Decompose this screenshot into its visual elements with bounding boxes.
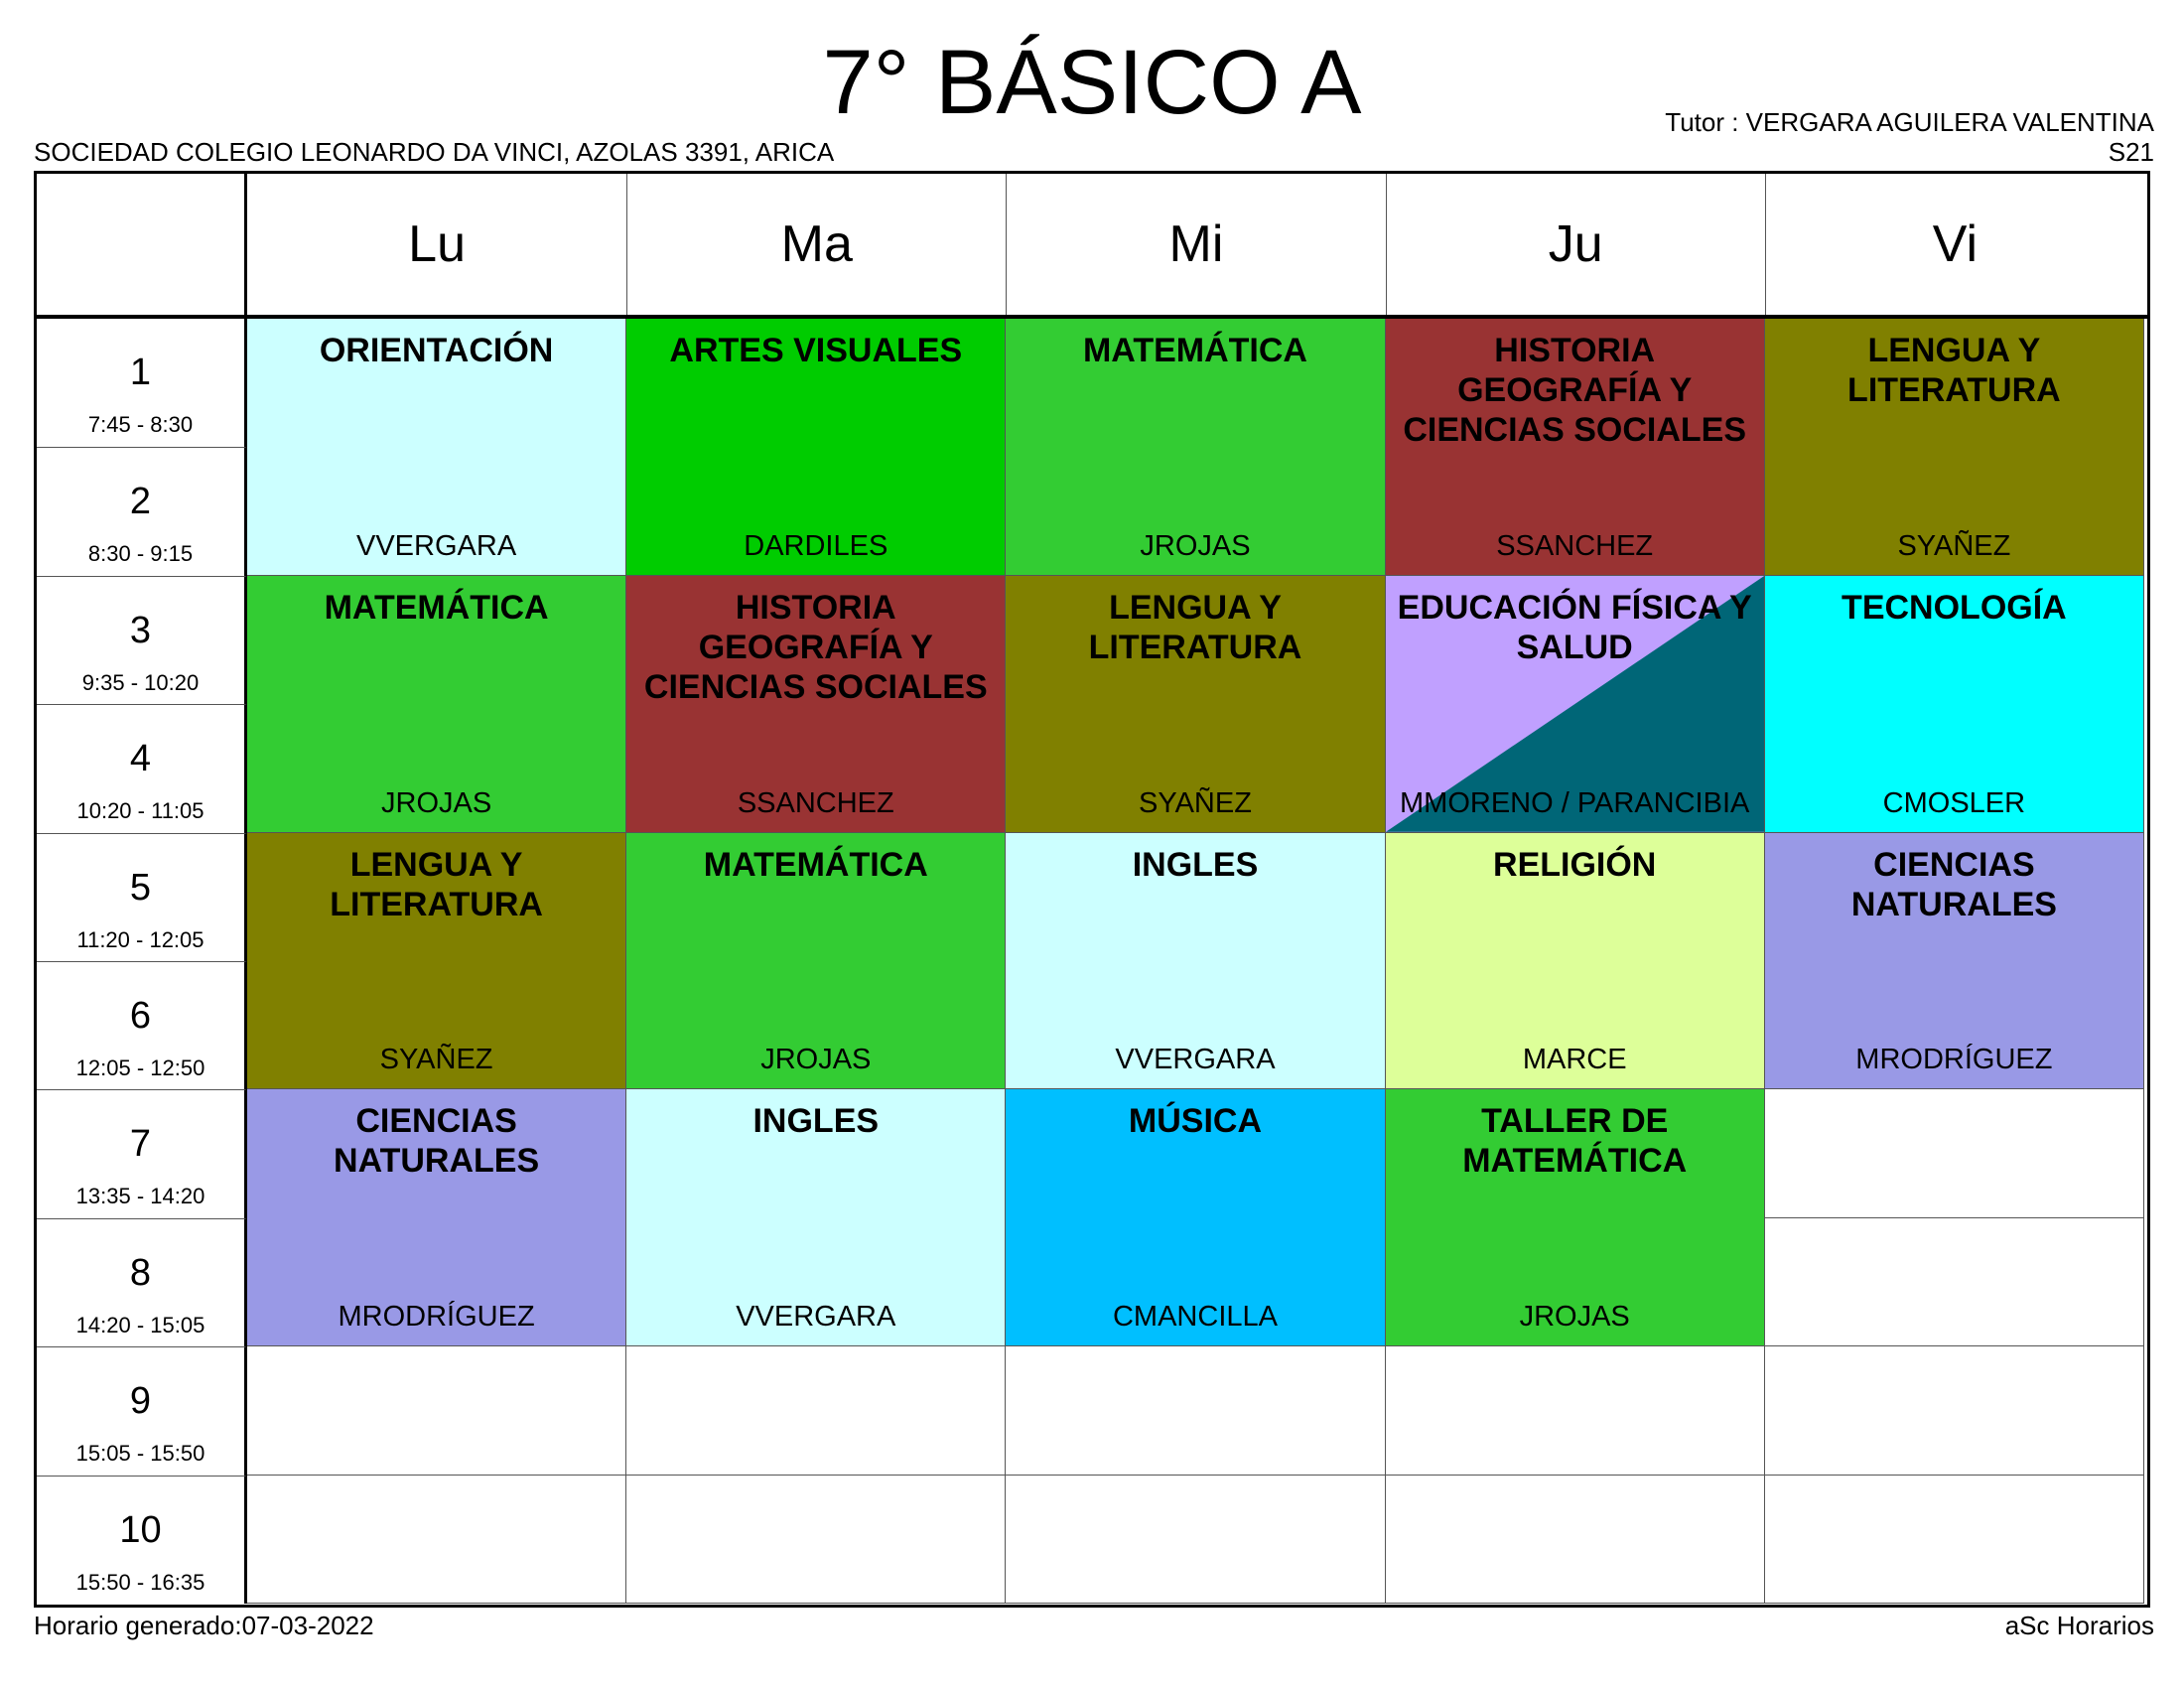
period-number: 8: [129, 1251, 152, 1294]
lesson-teacher: JROJAS: [381, 786, 492, 819]
period-row-header: [37, 1089, 247, 1217]
empty-slot: [247, 1476, 626, 1604]
period-number: 6: [129, 995, 152, 1037]
lesson-teacher: DARDILES: [744, 529, 888, 562]
lesson-subject: EDUCACIÓN FÍSICA Y SALUD: [1397, 588, 1752, 666]
empty-slot: [1765, 1346, 2144, 1475]
period-row-header: [37, 1476, 247, 1604]
room-label: S21: [2108, 137, 2154, 167]
lesson-cell[interactable]: [626, 576, 1006, 833]
lesson-teacher: SYAÑEZ: [1139, 786, 1252, 819]
period-row-header: [37, 704, 247, 832]
lesson-subject: ORIENTACIÓN: [319, 332, 554, 369]
lesson-subject: TALLER DE MATEMÁTICA: [1462, 1102, 1688, 1181]
period-time: 9:35 - 10:20: [81, 669, 200, 695]
school-name: SOCIEDAD COLEGIO LEONARDO DA VINCI, AZOLAS 3391, ARICA: [34, 137, 835, 167]
lesson-teacher: JROJAS: [760, 1044, 872, 1076]
lesson-cell[interactable]: [1006, 319, 1385, 576]
empty-slot: [626, 1476, 1006, 1604]
lesson-teacher: VVERGARA: [1115, 1044, 1276, 1076]
corner-cell: [37, 174, 247, 315]
empty-slot: [1765, 1089, 2144, 1217]
lesson-subject: RELIGIÓN: [1493, 845, 1657, 884]
lesson-cell[interactable]: [1765, 319, 2144, 576]
lesson-teacher: SSANCHEZ: [1496, 529, 1654, 562]
period-time: 10:20 - 11:05: [76, 798, 205, 824]
period-row-header: [37, 833, 247, 961]
period-time: 11:20 - 12:05: [76, 926, 205, 952]
period-row-header: [37, 447, 247, 575]
lesson-subject: HISTORIA GEOGRAFÍA Y CIENCIAS SOCIALES: [643, 588, 988, 706]
day-header-ju: Ju: [1386, 174, 1765, 315]
lesson-teacher: CMOSLER: [1882, 786, 2026, 819]
lesson-cell[interactable]: [247, 319, 626, 576]
lesson-teacher: VVERGARA: [736, 1301, 896, 1334]
lesson-cell[interactable]: [1006, 833, 1385, 1090]
empty-slot: [247, 1346, 626, 1475]
lesson-cell[interactable]: [247, 833, 626, 1090]
lesson-teacher: MRODRÍGUEZ: [1855, 1044, 2053, 1076]
lesson-cell[interactable]: [626, 1089, 1006, 1346]
lesson-cell[interactable]: [1006, 576, 1385, 833]
period-number: 4: [129, 738, 152, 780]
period-number: 5: [129, 866, 152, 909]
day-header-mi: Mi: [1006, 174, 1385, 315]
lesson-subject: HISTORIA GEOGRAFÍA Y CIENCIAS SOCIALES: [1403, 332, 1747, 449]
lesson-teacher: SYAÑEZ: [379, 1044, 493, 1076]
lesson-subject: MATEMÁTICA: [703, 845, 928, 884]
period-time: 7:45 - 8:30: [87, 412, 194, 437]
lesson-subject: LENGUA Y LITERATURA: [1847, 332, 2061, 409]
lesson-cell[interactable]: [626, 833, 1006, 1090]
day-header-lu: Lu: [408, 215, 467, 273]
period-time: 14:20 - 15:05: [75, 1312, 205, 1337]
lesson-teacher: MARCE: [1522, 1044, 1627, 1076]
lesson-cell[interactable]: [247, 576, 626, 833]
lesson-teacher: MRODRÍGUEZ: [338, 1301, 535, 1334]
software-credit: aSc Horarios: [2004, 1611, 2154, 1640]
period-number: 1: [129, 352, 152, 393]
empty-slot: [626, 1346, 1006, 1475]
period-row-header: [37, 1218, 247, 1346]
lesson-subject: LENGUA Y LITERATURA: [1088, 588, 1302, 666]
lesson-cell[interactable]: [1006, 1089, 1385, 1346]
period-time: 13:35 - 14:20: [75, 1184, 205, 1209]
period-number: 9: [129, 1380, 152, 1423]
tutor-label: Tutor : VERGARA AGUILERA VALENTINA: [1665, 107, 2154, 137]
lesson-subject: TECNOLOGÍA: [1842, 588, 2067, 627]
lesson-subject: ARTES VISUALES: [669, 332, 963, 369]
page-title: 7° BÁSICO A: [822, 32, 1362, 133]
lesson-cell[interactable]: [1765, 576, 2144, 833]
day-header-vi: Vi: [1765, 174, 2144, 315]
empty-slot: [1765, 1218, 2144, 1346]
lesson-cell[interactable]: [1386, 319, 1765, 576]
lesson-teacher: SYAÑEZ: [1897, 529, 2011, 562]
lesson-teacher: CMANCILLA: [1112, 1301, 1278, 1334]
period-time: 15:05 - 15:50: [75, 1441, 205, 1467]
day-header-ma: Ma: [626, 174, 1006, 315]
period-time: 12:05 - 12:50: [75, 1055, 205, 1080]
period-row-header: [37, 1346, 247, 1475]
period-row-header: [37, 319, 247, 447]
lesson-subject: MATEMÁTICA: [324, 588, 549, 627]
timetable-grid: [34, 171, 2150, 1608]
empty-slot: [1386, 1476, 1765, 1604]
period-number: 10: [119, 1508, 162, 1551]
empty-slot: [1006, 1476, 1385, 1604]
period-row-header: [37, 576, 247, 704]
lesson-teacher: MMORENO / PARANCIBIA: [1400, 786, 1750, 819]
lesson-cell[interactable]: [1386, 1089, 1765, 1346]
lesson-subject: INGLES: [1132, 845, 1259, 884]
lesson-teacher: SSANCHEZ: [737, 786, 894, 819]
period-number: 7: [129, 1123, 152, 1166]
lesson-subject: LENGUA Y LITERATURA: [330, 845, 543, 923]
generated-date: Horario generado:07-03-2022: [34, 1611, 374, 1640]
lesson-teacher: VVERGARA: [356, 529, 517, 562]
lesson-cell[interactable]: [1765, 833, 2144, 1090]
empty-slot: [1765, 1476, 2144, 1604]
period-time: 15:50 - 16:35: [75, 1569, 205, 1595]
lesson-cell[interactable]: [626, 319, 1006, 576]
lesson-subject: CIENCIAS NATURALES: [334, 1102, 540, 1181]
lesson-cell[interactable]: [247, 1089, 626, 1346]
lesson-teacher: JROJAS: [1519, 1301, 1630, 1334]
lesson-teacher: JROJAS: [1140, 529, 1251, 562]
lesson-subject: MATEMÁTICA: [1082, 332, 1307, 369]
period-row-header: [37, 961, 247, 1089]
period-number: 2: [129, 481, 152, 523]
lesson-subject: INGLES: [752, 1102, 880, 1141]
lesson-subject: MÚSICA: [1128, 1102, 1263, 1141]
empty-slot: [1386, 1346, 1765, 1475]
lesson-subject: CIENCIAS NATURALES: [1850, 845, 2057, 923]
lesson-cell[interactable]: [1386, 576, 1765, 833]
lesson-cell[interactable]: [1386, 833, 1765, 1090]
empty-slot: [1006, 1346, 1385, 1475]
period-number: 3: [129, 609, 152, 651]
period-time: 8:30 - 9:15: [87, 541, 194, 567]
